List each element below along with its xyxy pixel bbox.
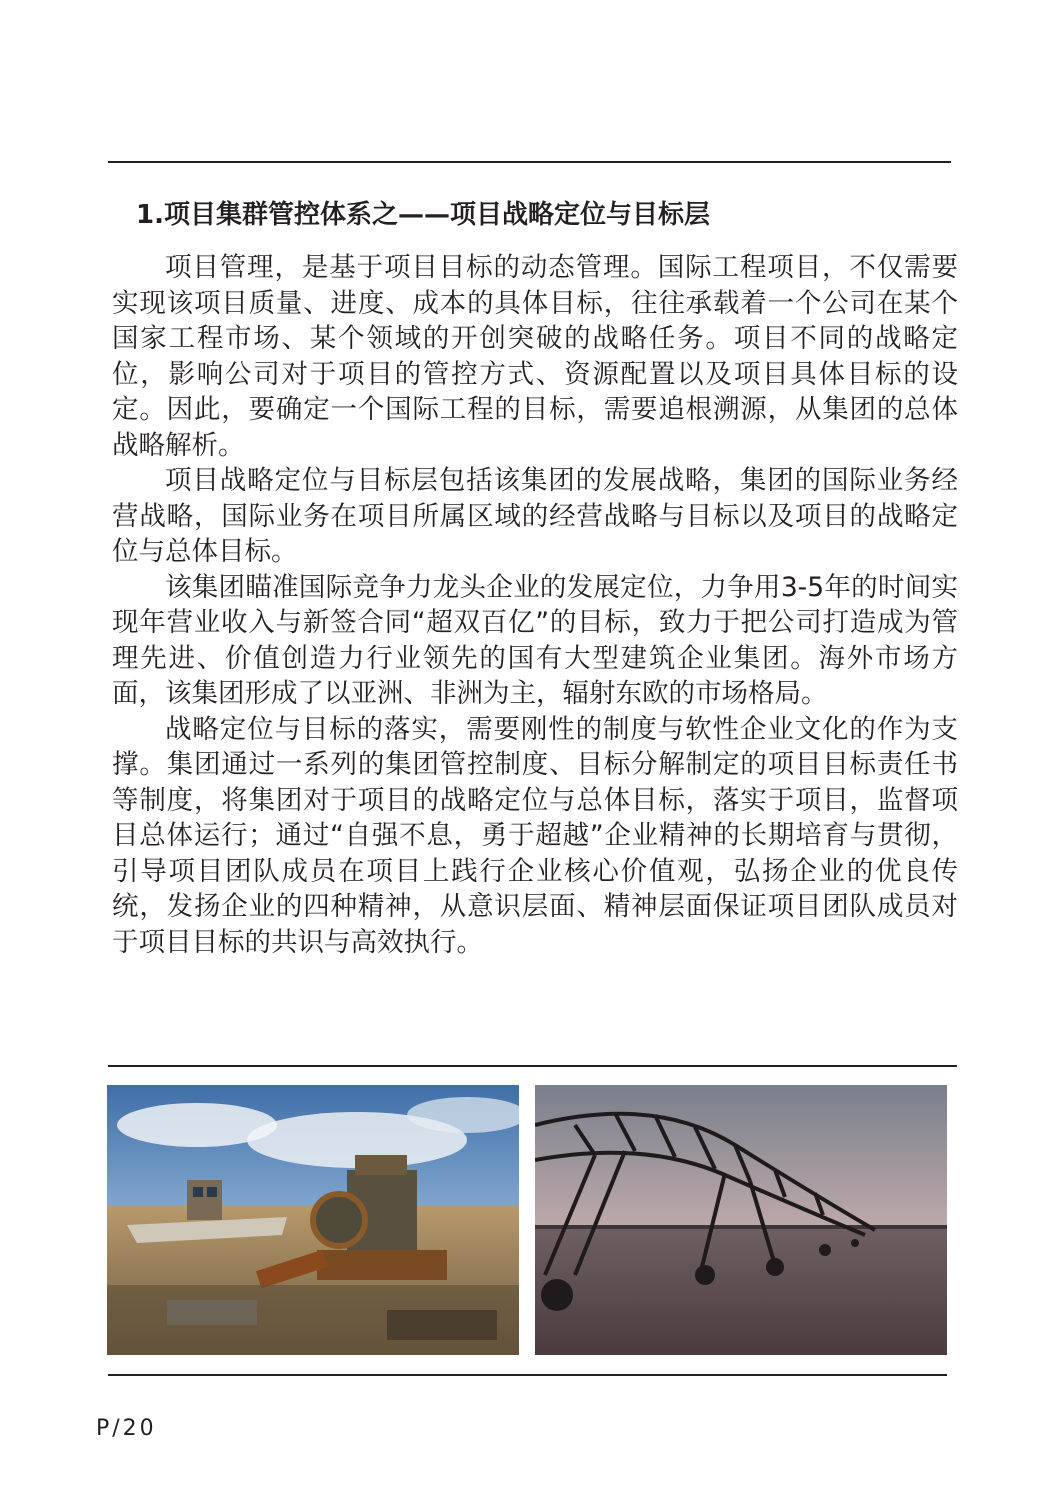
bottom-divider: [108, 1374, 947, 1376]
paragraph-2: 项目战略定位与目标层包括该集团的发展战略，集团的国际业务经营战略，国际业务在项目所属区域的经营战略与目标以及项目的战略定位与总体目标。: [112, 465, 958, 567]
body-text: [112, 250, 958, 960]
paragraph-4: 战略定位与目标的落实，需要刚性的制度与软性企业文化的作为支撑。集团通过一系列的集团管控制度、目标分解制定的项目目标责任书等制度，将集团对于项目的战略定位与总体目标，落实于项目，监督项目总体运行；通过“自强不息，勇于超越”企业精神的长期培育与贯彻，引导项目团队成员在项目上践行企业核心价值观，弘扬企业的优良传统，发扬企业的四种精神，从意识层面、精神层面保证项目团队成员对于项目目标的共识与高效执行。: [112, 713, 958, 958]
photo-irrigation-system-field: [535, 1085, 947, 1355]
paragraph-1: 项目管理，是基于项目目标的动态管理。国际工程项目，不仅需要实现该项目质量、进度、成本的具体目标，往往承载着一个公司在某个国家工程市场、某个领域的开创突破的战略任务。项目不同的战略定位，影响公司对于项目的管控方式、资源配置以及项目具体目标的设定。因此，要确定一个国际工程的目标，需要追根溯源，从集团的总体战略解析。: [112, 252, 958, 461]
section-heading: 1.项目集群管控体系之——项目战略定位与目标层: [136, 200, 710, 230]
paragraph-3: 该集团瞄准国际竞争力龙头企业的发展定位，力争用3-5年的时间实现年营业收入与新签合同“超双百亿”的目标，致力于把公司打造成为管理先进、价值创造力行业领先的国有大型建筑企业集团。海外市场方面，该集团形成了以亚洲、非洲为主，辐射东欧的市场格局。: [112, 571, 958, 709]
middle-divider: [108, 1065, 957, 1067]
page-number: P/20: [96, 1416, 157, 1441]
top-divider: [108, 161, 951, 163]
photo-rusty-engine-on-beach: [107, 1085, 519, 1355]
